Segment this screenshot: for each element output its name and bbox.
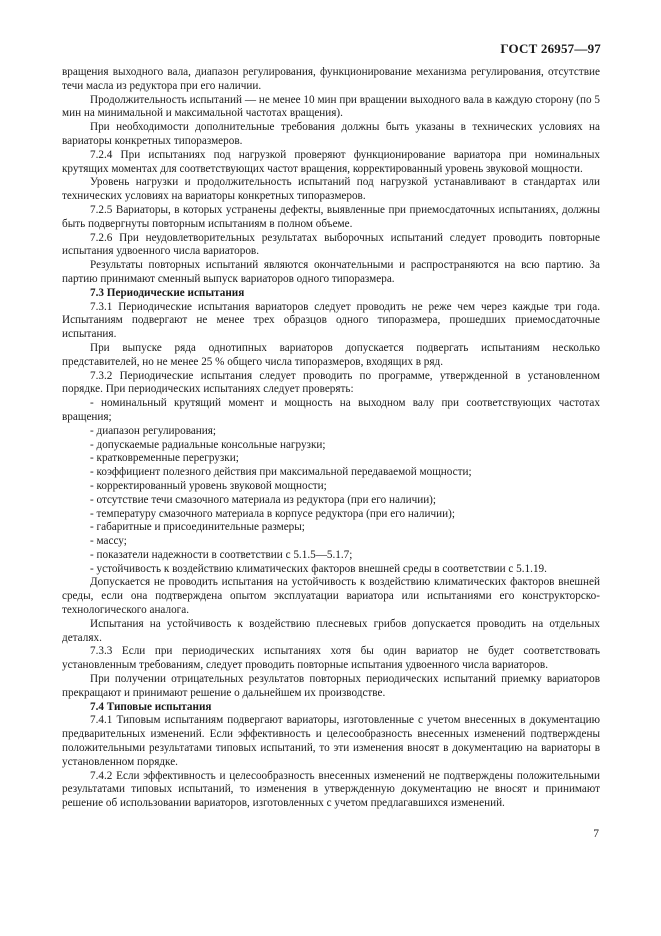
section-heading-7-4: 7.4 Типовые испытания	[90, 700, 212, 713]
paragraph: При выпуске ряда однотипных вариаторов допускается подвергать испытаниям несколько представителей, но не менее 25 % общего числа типоразмеров, входящих в ряд.	[62, 341, 600, 368]
clause-7-2-5: 7.2.5 Вариаторы, в которых устранены дефекты, выявленные при приемосдаточных испытаниях, должны быть подвергнуты повторным испытаниям в полном объеме.	[62, 203, 600, 230]
clause-7-4-1: 7.4.1 Типовым испытаниям подвергают вариаторы, изготовленные с учетом внесенных в документацию предварительных изменений. Если эффективность и целесообразность внесенных изменений подтверждены положительными результатами типовых испытаний, то эти изменения вносят в документацию на вариаторы в установленном порядке.	[62, 714, 600, 768]
paragraph: При необходимости дополнительные требования должны быть указаны в технических условиях на вариаторы конкретных типоразмеров.	[62, 121, 600, 147]
paragraph-continuation: вращения выходного вала, диапазон регулирования, функционирование механизма регулирования, отсутствие течи масла из редуктора при его наличии.	[62, 66, 600, 92]
clause-7-2-6: 7.2.6 При неудовлетворительных результатах выборочных испытаний следует проводить повторные испытания удвоенного числа вариаторов.	[62, 231, 600, 258]
document-body	[62, 66, 600, 811]
paragraph: Уровень нагрузки и продолжительность испытаний под нагрузкой устанавливают в стандартах или технических условиях на вариаторы конкретных типоразмеров.	[62, 176, 600, 203]
list-item: - коэффициент полезного действия при максимальной передаваемой мощности;	[90, 466, 472, 479]
section-heading-7-3: 7.3 Периодические испытания	[90, 286, 245, 299]
clause-7-2-4: 7.2.4 При испытаниях под нагрузкой проверяют функционирование вариатора при номинальных крутящих моментах для соответствующих частот вращения, корректированный уровень звуковой мощности.	[62, 148, 600, 175]
list-item: - отсутствие течи смазочного материала из редуктора (при его наличии);	[90, 493, 437, 506]
list-item: - номинальный крутящий момент и мощность на выходном валу при соответствующих частотах вращения;	[62, 397, 600, 423]
paragraph: Допускается не проводить испытания на устойчивость к воздействию климатических факторов внешней среды, если она подтверждена опытом эксплуатации вариатора или испытаниями его конструкторско-технологического аналога.	[62, 576, 600, 617]
clause-7-3-2: 7.3.2 Периодические испытания следует проводить по программе, утвержденной в установленном порядке. При периодических испытаниях следует проверять:	[62, 369, 600, 396]
page-number: 7	[593, 828, 599, 840]
paragraph: Продолжительность испытаний — не менее 10 мин при вращении выходного вала в каждую сторону (по 5 мин на минимальной и максимальной частотах вращения).	[62, 93, 600, 120]
list-item: - устойчивость к воздействию климатических факторов внешней среды в соответствии с 5.1.19.	[90, 562, 547, 575]
list-item: - массу;	[90, 535, 127, 548]
list-item: - диапазон регулирования;	[90, 424, 217, 437]
list-item: - кратковременные перегрузки;	[90, 452, 239, 465]
list-item: - габаритные и присоединительные размеры;	[90, 521, 305, 534]
list-item: - показатели надежности в соответствии с 5.1.5—5.1.7;	[90, 548, 353, 561]
list-item: - корректированный уровень звуковой мощности;	[90, 479, 327, 492]
paragraph: Результаты повторных испытаний являются окончательными и распространяются на всю партию. За партию принимают сменный выпуск вариаторов одного типоразмера.	[62, 259, 600, 285]
clause-7-3-3: 7.3.3 Если при периодических испытаниях хотя бы один вариатор не будет соответствовать установленным требованиям, следует проводить повторные испытания удвоенного числа вариаторов.	[62, 645, 600, 672]
list-item: - допускаемые радиальные консольные нагрузки;	[90, 438, 326, 451]
paragraph: При получении отрицательных результатов повторных периодических испытаний приемку вариаторов прекращают и принимают решение о дальнейшем их производстве.	[62, 673, 600, 699]
list-item: - температуру смазочного материала в корпусе редуктора (при его наличии);	[90, 507, 455, 520]
clause-7-3-1: 7.3.1 Периодические испытания вариаторов следует проводить не реже чем через каждые три года. Испытаниям подвергают не менее трех образцов одного типоразмера, прошедших приемосдаточные испытания.	[62, 300, 600, 341]
document-header: ГОСТ 26957—97	[500, 41, 601, 56]
clause-7-4-2: 7.4.2 Если эффективность и целесообразность внесенных изменений не подтверждены положительными результатами типовых испытаний, то изменения в утвержденную документацию не вносят и принимают решение об использовании вариаторов, изготовленных с учетом предлагавшихся изменений.	[62, 769, 600, 810]
paragraph: Испытания на устойчивость к воздействию плесневых грибов допускается проводить на отдельных деталях.	[62, 617, 600, 644]
